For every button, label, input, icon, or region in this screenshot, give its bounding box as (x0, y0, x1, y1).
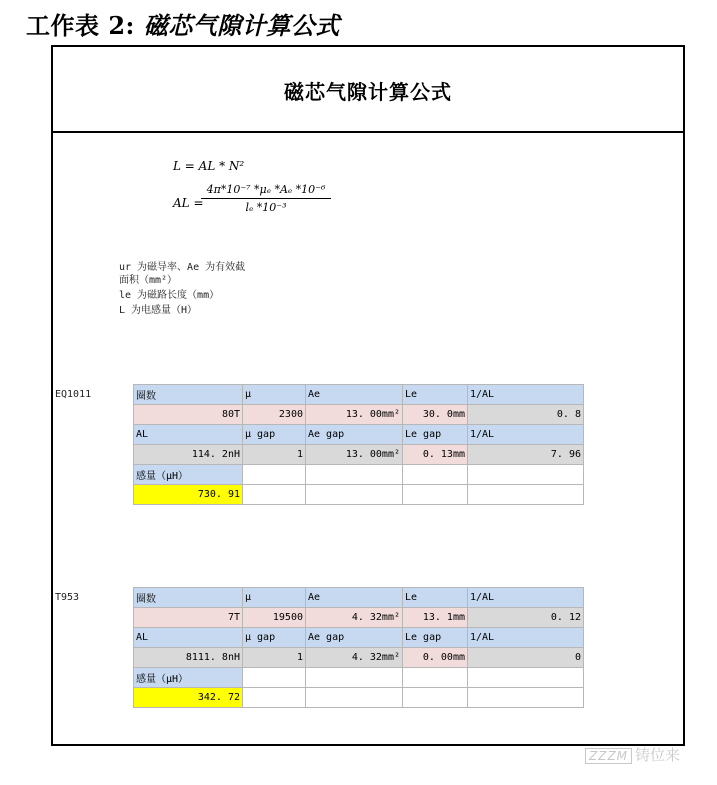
result-label: 感量（μH） (134, 465, 243, 485)
input-cell[interactable]: 13. 00mm² (306, 405, 403, 425)
formula-fraction (201, 183, 331, 214)
empty-cell (243, 485, 306, 505)
header-cell: 圈数 (134, 385, 243, 405)
header-cell: Ae (306, 385, 403, 405)
input-cell[interactable]: 80T (134, 405, 243, 425)
table-row (134, 688, 584, 708)
header-cell: μ gap (243, 425, 306, 445)
computed-cell: 1 (243, 648, 306, 668)
header-cell: 1/AL (468, 425, 584, 445)
empty-cell (403, 465, 468, 485)
formula-al-lhs: AL = (173, 196, 204, 210)
computed-cell: 114. 2nH (134, 445, 243, 465)
note-inductance: L 为电感量（H） (119, 305, 198, 316)
computed-cell: 4. 32mm² (306, 648, 403, 668)
header-cell: AL (134, 425, 243, 445)
computed-cell: 0. 8 (468, 405, 584, 425)
calc-table (133, 587, 584, 708)
table-row (134, 425, 584, 445)
empty-cell (468, 668, 584, 688)
header-cell: μ gap (243, 628, 306, 648)
header-cell: 圈数 (134, 588, 243, 608)
formula-denominator: lₑ *10⁻³ (245, 201, 287, 214)
empty-cell (306, 465, 403, 485)
block-label: EQ1011 (55, 389, 92, 400)
input-cell[interactable]: 30. 0mm (403, 405, 468, 425)
header-cell: Le gap (403, 425, 468, 445)
table-row (134, 608, 584, 628)
formula-inductance: L = AL * N² (173, 159, 245, 173)
header-cell: μ (243, 385, 306, 405)
empty-cell (243, 688, 306, 708)
computed-cell: 8111. 8nH (134, 648, 243, 668)
header-cell: 1/AL (468, 588, 584, 608)
notes (119, 261, 249, 319)
input-cell[interactable]: 13. 1mm (403, 608, 468, 628)
empty-cell (403, 668, 468, 688)
header-cell: Ae (306, 588, 403, 608)
empty-cell (403, 688, 468, 708)
heading-title: 磁芯气隙计算公式 (143, 11, 340, 40)
header-cell: 1/AL (468, 385, 584, 405)
input-cell[interactable]: 0. 00mm (403, 648, 468, 668)
input-cell[interactable]: 0. 13mm (403, 445, 468, 465)
input-cell[interactable]: 2300 (243, 405, 306, 425)
calc-table (133, 384, 584, 505)
header-cell: 1/AL (468, 628, 584, 648)
computed-cell: 0 (468, 648, 584, 668)
formula-numerator: 4π*10⁻⁷ *μₑ *Aₑ *10⁻⁶ (201, 183, 331, 199)
empty-cell (306, 668, 403, 688)
table-row (134, 405, 584, 425)
table-row (134, 465, 584, 485)
header-cell: Le (403, 588, 468, 608)
computed-cell: 0. 12 (468, 608, 584, 628)
input-cell[interactable]: 4. 32mm² (306, 608, 403, 628)
watermark-logo: ZZZM (585, 748, 632, 764)
header-cell: Ae gap (306, 628, 403, 648)
note-permeability: ur 为磁导率、Ae 为有效截面积（mm²） (119, 262, 246, 286)
table-row (134, 588, 584, 608)
result-value: 342. 72 (134, 688, 243, 708)
table-row (134, 485, 584, 505)
note-path-length: le 为磁路长度（mm） (119, 290, 220, 301)
empty-cell (468, 465, 584, 485)
table-row (134, 648, 584, 668)
empty-cell (306, 688, 403, 708)
watermark (585, 744, 680, 765)
result-value: 730. 91 (134, 485, 243, 505)
block-label: T953 (55, 592, 80, 603)
empty-cell (243, 668, 306, 688)
table-row (134, 628, 584, 648)
document-heading (26, 6, 340, 41)
table-row (134, 445, 584, 465)
header-cell: Ae gap (306, 425, 403, 445)
table-row (134, 385, 584, 405)
computed-cell: 7. 96 (468, 445, 584, 465)
computed-cell: 13. 00mm² (306, 445, 403, 465)
input-cell[interactable]: 19500 (243, 608, 306, 628)
result-label: 感量（μH） (134, 668, 243, 688)
computed-cell: 1 (243, 445, 306, 465)
sheet-title: 磁芯气隙计算公式 (284, 80, 452, 104)
worksheet-frame (51, 45, 685, 746)
empty-cell (468, 688, 584, 708)
header-cell: Le gap (403, 628, 468, 648)
table-row (134, 668, 584, 688)
header-cell: AL (134, 628, 243, 648)
watermark-text: 铸位来 (635, 746, 681, 764)
header-cell: μ (243, 588, 306, 608)
heading-prefix: 工作表 2: (26, 11, 135, 40)
empty-cell (306, 485, 403, 505)
empty-cell (468, 485, 584, 505)
input-cell[interactable]: 7T (134, 608, 243, 628)
header-cell: Le (403, 385, 468, 405)
empty-cell (243, 465, 306, 485)
empty-cell (403, 485, 468, 505)
title-band (53, 47, 683, 133)
